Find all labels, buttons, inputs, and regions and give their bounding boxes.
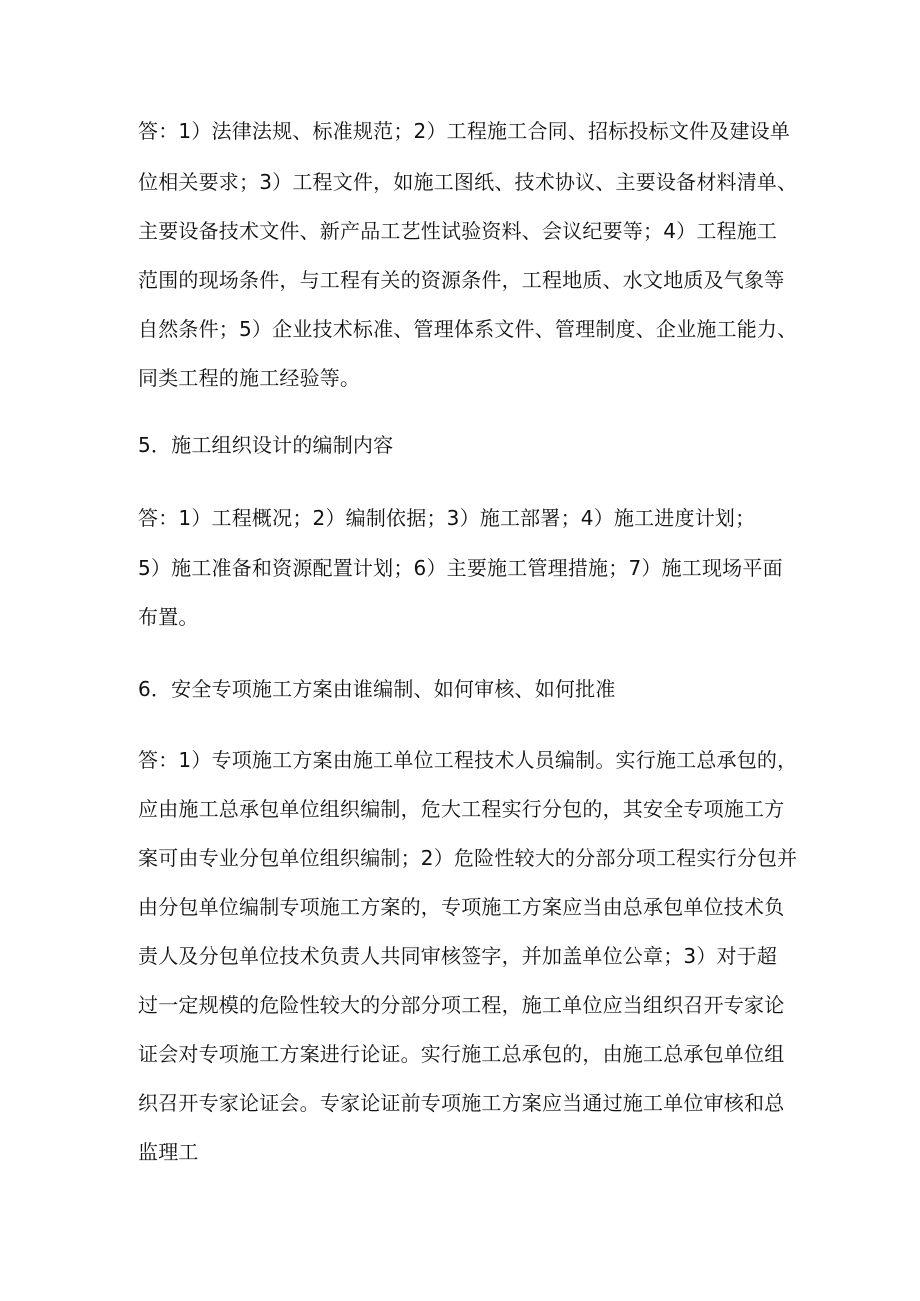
- question-5-heading: 5．施工组织设计的编制内容: [138, 433, 394, 457]
- answer-6-line-4: 由分包单位编制专项施工方案的，专项施工方案应当由总承包单位技术负: [138, 895, 785, 919]
- answer-6-line-6: 过一定规模的危险性较大的分部分项工程，施工单位应当组织召开专家论: [138, 993, 785, 1017]
- answer-4-line-6: 同类工程的施工经验等。: [138, 366, 361, 390]
- answer-4-line-5: 自然条件；5）企业技术标准、管理体系文件、管理制度、企业施工能力、: [138, 317, 798, 341]
- answer-6-line-5: 责人及分包单位技术负责人共同审核签字，并加盖单位公章；3）对于超: [138, 944, 778, 968]
- answer-6-line-3: 案可由专业分包单位组织编制；2）危险性较大的分部分项工程实行分包并: [138, 846, 798, 870]
- answer-6-line-8: 织召开专家论证会。专家论证前专项施工方案应当通过施工单位审核和总: [138, 1091, 785, 1115]
- answer-6-line-2: 应由施工总承包单位组织编制，危大工程实行分包的，其安全专项施工方: [138, 797, 785, 821]
- answer-4-line-4: 范围的现场条件，与工程有关的资源条件，工程地质、水文地质及气象等: [138, 268, 785, 292]
- answer-5-line-3: 布置。: [138, 605, 199, 629]
- answer-5-line-1: 答：1）工程概况；2）编制依据；3）施工部署；4）施工进度计划；: [138, 506, 756, 530]
- answer-6-line-9: 监理工: [138, 1140, 199, 1164]
- answer-4-line-1: 答：1）法律法规、标准规范；2）工程施工合同、招标投标文件及建设单: [138, 119, 791, 143]
- answer-6-line-7: 证会对专项施工方案进行论证。实行施工总承包的，由施工总承包单位组: [138, 1042, 785, 1066]
- answer-4-line-2: 位相关要求；3）工程文件，如施工图纸、技术协议、主要设备材料清单、: [138, 170, 798, 194]
- answer-6-line-1: 答：1）专项施工方案由施工单位工程技术人员编制。实行施工总承包的，: [138, 748, 798, 772]
- answer-4-line-3: 主要设备技术文件、新产品工艺性试验资料、会议纪要等；4）工程施工: [138, 219, 778, 243]
- answer-5-line-2: 5）施工准备和资源配置计划；6）主要施工管理措施；7）施工现场平面: [138, 556, 783, 580]
- question-6-heading: 6．安全专项施工方案由谁编制、如何审核、如何批准: [138, 677, 616, 701]
